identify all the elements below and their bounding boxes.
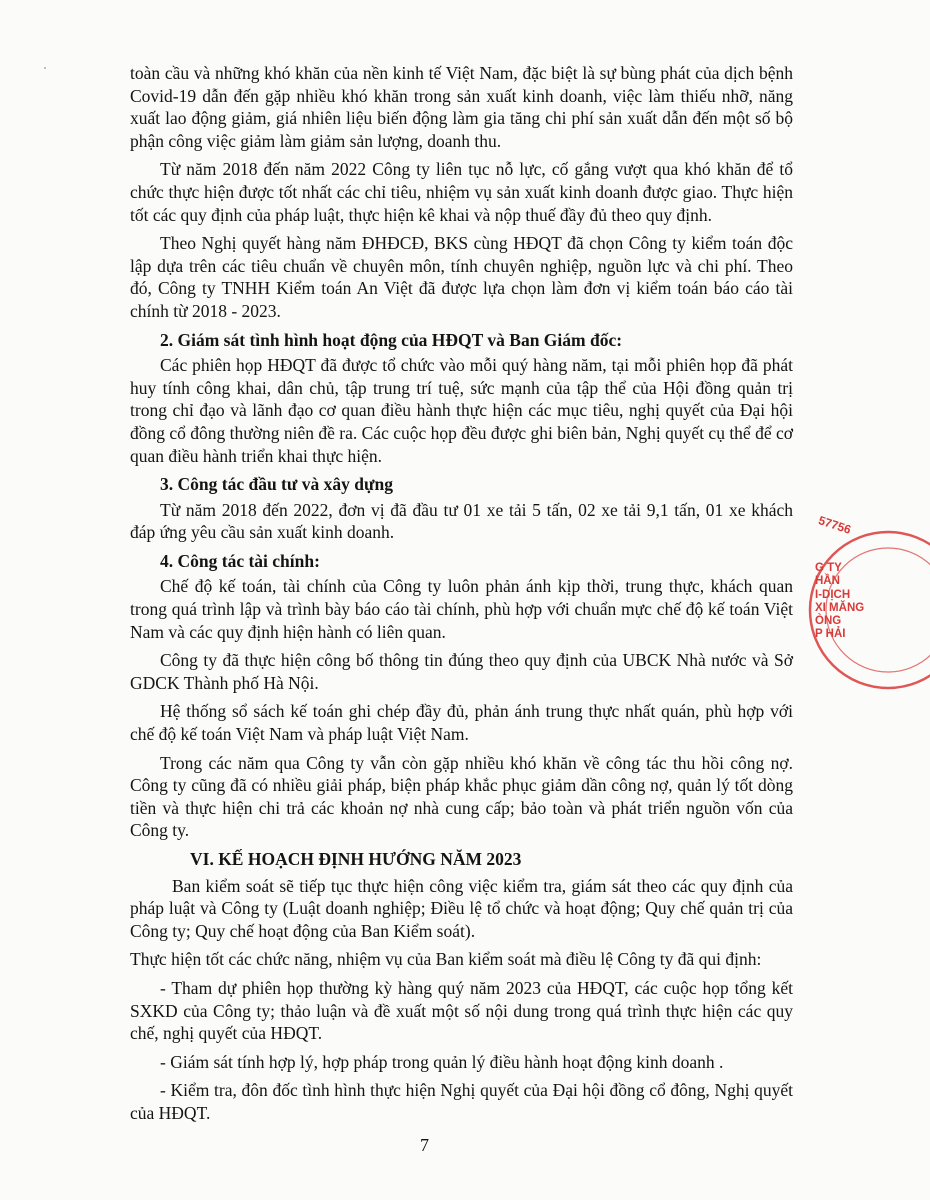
subsection-heading: 3. Công tác đầu tư và xây dựng [160,474,393,495]
list-item: - Kiểm tra, đôn đốc tình hình thực hiện Nghị quyết của Đại hội đồng cổ đông, Nghị quyết của HĐQT. [130,1080,793,1123]
list-item: - Tham dự phiên họp thường kỳ hàng quý năm 2023 của HĐQT, các cuộc họp tổng kết SXKD của Công ty; thảo luận và đề xuất một số nội dung trong quá trình thực hiện các quy chế, nghị quyết của HĐQT. [130,977,793,1044]
paragraph: Chế độ kế toán, tài chính của Công ty luôn phản ánh kịp thời, trung thực, khách quan trong quá trình lập và trình bày báo cáo tài chính, phù hợp với chuẩn mực chế độ kế toán Việt Nam và các quy định hiện hành có liên quan. [130,576,793,642]
seal-line: ÒNG [815,615,842,628]
list-item: - Giám sát tính hợp lý, hợp pháp trong quản lý điều hành hoạt động kinh doanh . [160,1051,724,1072]
paragraph: toàn cầu và những khó khăn của nền kinh tế Việt Nam, đặc biệt là sự bùng phát của dịch bệnh Covid-19 dẫn đến gặp nhiều khó khăn trong sản xuất kinh doanh, việc làm thiếu nhỡ, năng xuất lao động giảm, giá nhiên liệu biến động làm gia tăng chi phí sản xuất dẫn đến một số bộ phận công việc giảm làm giảm sản lượng, doanh thu. [130,63,793,151]
paragraph: Công ty đã thực hiện công bố thông tin đúng theo quy định của UBCK Nhà nước và Sở GDCK Thành phố Hà Nội. [130,650,793,693]
paragraph: Ban kiểm soát sẽ tiếp tục thực hiện công việc kiểm tra, giám sát theo các quy định của pháp luật và Công ty (Luật doanh nghiệp; Điều lệ tổ chức và hoạt động; Quy chế quản trị của Công ty; Quy chế hoạt động của Ban Kiểm soát). [130,875,793,941]
seal-number: 57756 [816,513,853,537]
paragraph: Các phiên họp HĐQT đã được tổ chức vào mỗi quý hàng năm, tại mỗi phiên họp đã phát huy tính công khai, dân chủ, tập trung trí tuệ, sức mạnh của tập thể của Hội đồng quản trị trong chỉ đạo và lãnh đạo cơ quan điều hành thực hiện các mục tiêu, nghị quyết của Đại hội đồng cổ đông thường niên đề ra. Các cuộc họp đều được ghi biên bản, Nghị quyết cụ thể để cơ quan điều hành triển khai thực hiện. [130,355,793,466]
page-number: 7 [420,1135,429,1155]
seal-line: P HẢI [815,628,846,641]
seal-line: HẦN [815,575,840,588]
scan-speck [44,67,46,69]
seal-line: G TY [815,562,842,574]
seal-line: XI MĂNG [815,601,865,614]
paragraph: Thực hiện tốt các chức năng, nhiệm vụ của Ban kiểm soát mà điều lệ Công ty đã qui định: [130,949,762,970]
subsection-heading: 2. Giám sát tình hình hoạt động của HĐQT và Ban Giám đốc: [160,329,623,350]
section-heading: VI. KẾ HOẠCH ĐỊNH HƯỚNG NĂM 2023 [190,849,522,869]
document-body [130,62,793,1131]
paragraph: Từ năm 2018 đến năm 2022 Công ty liên tục nỗ lực, cố gắng vượt qua khó khăn để tổ chức thực hiện được tốt nhất các chỉ tiêu, nhiệm vụ sản xuất kinh doanh được giao. Thực hiện tốt các quy định của pháp luật, thực hiện kê khai và nộp thuế đầy đủ theo quy định. [130,159,793,225]
paragraph: Từ năm 2018 đến 2022, đơn vị đã đầu tư 01 xe tải 5 tấn, 02 xe tải 9,1 tấn, 01 xe khách đáp ứng yêu cầu sản xuất kinh doanh. [130,499,793,543]
paragraph: Trong các năm qua Công ty vẫn còn gặp nhiều khó khăn về công tác thu hồi công nợ. Công ty cũng đã có nhiều giải pháp, biện pháp khắc phục giảm dần công nợ, quản lý tốt dòng tiền và thực hiện chi trả các khoản nợ nhà cung cấp; bảo toàn và phát triển nguồn vốn của Công ty. [130,752,793,841]
seal-line: I-DỊCH [815,588,851,601]
seal-text [815,562,865,642]
subsection-heading: 4. Công tác tài chính: [160,550,320,571]
paragraph: Hệ thống sổ sách kế toán ghi chép đầy đủ, phản ánh trung thực nhất quán, phù hợp với chế độ kế toán Việt Nam và pháp luật Việt Nam. [130,701,793,745]
paragraph: Theo Nghị quyết hàng năm ĐHĐCĐ, BKS cùng HĐQT đã chọn Công ty kiểm toán độc lập dựa trên các tiêu chuẩn về chuyên môn, tính chuyên nghiệp, nguồn lực và chi phí. Theo đó, Công ty TNHH Kiểm toán An Việt đã được lựa chọn làm đơn vị kiểm toán báo cáo tài chính từ 2018 - 2023. [130,233,793,321]
